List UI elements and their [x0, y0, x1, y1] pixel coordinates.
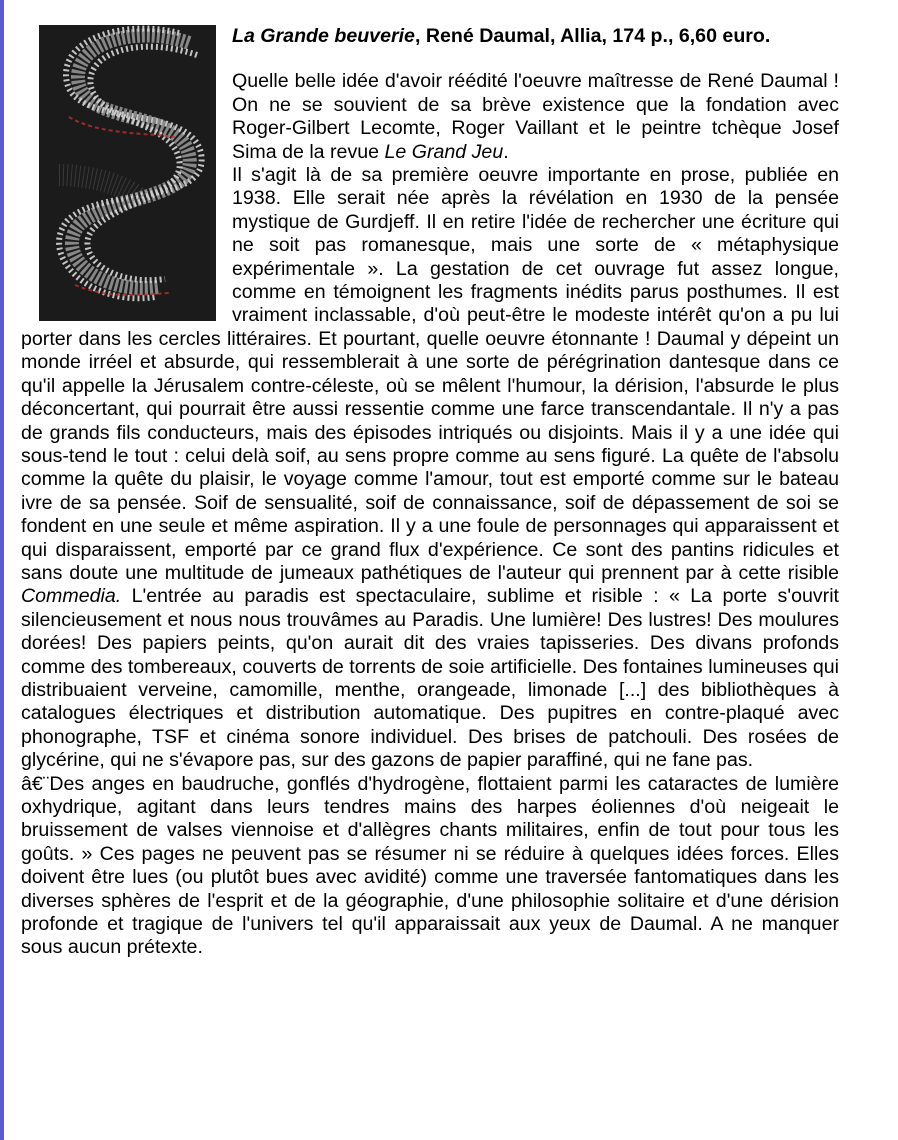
review-text: Il s'agit là de sa première oeuvre importante en prose, publiée en 1938. Elle serait née après la révélation en 1930 de la pensée mystique de Gurdjeff. Il en retire l'idée de rechercher une écriture qui ne soit pas romanesque, mais une sorte de « métaphysique expérimentale ». La gestation de cet ouvrage fut assez longue, comme en témoignent les fragments inédits parus posthumes. Il est vraiment inclassable, d'où peut-être le modeste intérêt qu'on a pu lui porter dans les cercles littéraires. Et pourtant, quelle oeuvre étonnante ! Daumal y dépeint un monde irréel et absurde, qui ressemblerait à une sorte de pérégrination dantesque dans ce qu'il appelle la Jérusalem contre-céleste, où se mêlent l'humour, la dérision, l'absurde le plus déconcertant, qui pourrait être aussi ressentie comme une farce transcendantale. Il n'y a pas de grands fils conducteurs, mais des épisodes intriqués ou disjoints. Mais il y a une idée qui sous-tend le tout : celui delà soif, au sens propre comme au sens figuré. La quête de l'absolu comme la quête du plaisir, le voyage comme l'amour, tout est emporté comme sur le bateau ivre de sa pensée. Soif de sensualité, soif de connaissance, soif de dépassement de soi se fondent en une seule et même aspiration. Il y a une foule de personnages qui apparaissent et qui disparaissent, emporté par ce grand flux d'expérience. Ce sont des pantins ridicules et sans doute une multitude de jumeaux pathétiques de l'auteur qui prennent par à cette risible [21, 164, 839, 584]
book-cover-image [39, 25, 216, 321]
spiral-typography-illustration [39, 25, 216, 321]
review-text: â€¨Des anges en baudruche, gonflés d'hydrogène, flottaient parmi les cataractes de lumière oxhydrique, agitant dans leurs tendres mains des harpes éoliennes d'où neigeait le bruissement de valses viennoise et d'allègres chants militaires, enfin de tout pour tous les goûts. » Ces pages ne peuvent pas se résumer ni se réduire à quelques idées forces. Elles doivent être lues (ou plutôt bues avec avidité) comme une traversée fantomatiques dans les diverses sphères de l'esprit et de la géographie, d'une philosophie solitaire et d'une dérision profonde et tragique de l'univers tel qu'il apparaissait aux yeux de Daumal. A ne manquer sous aucun prétexte. [21, 772, 839, 959]
book-title: La Grande beuverie [232, 25, 415, 47]
left-border-rule [0, 0, 4, 1140]
book-review-article [21, 25, 839, 960]
review-paragraph-conclusion [21, 773, 839, 960]
review-text: L'entrée au paradis est spectaculaire, sublime et risible : « La porte s'ouvrit silencieusement et nous nous trouvâmes au Paradis. Une lumière! Des lustres! Des moulures dorées! Des papiers peints, qu'on aurait dit des vraies tapisseries. Des divans profonds comme des tombereaux, couverts de torrents de soie artificielle. Des fontaines lumineuses qui distribuaient verveine, camomille, menthe, orangeade, limonade [...] des bibliothèques à catalogues électriques et distribution automatique. Des pupitres en contre-plaqué avec phonographe, TSF et cinéma sonore individuel. Des brises de patchouli. Des rosées de glycérine, qui ne s'évapore pas, sur des gazons de papier paraffiné, qui ne fane pas. [21, 585, 839, 772]
italic-reference: Commedia. [21, 585, 122, 608]
journal-title: Le Grand Jeu [384, 140, 504, 163]
book-citation-details: , René Daumal, Allia, 174 p., 6,60 euro. [414, 25, 771, 47]
review-text: Quelle belle idée d'avoir réédité l'oeuvre maîtresse de René Daumal ! On ne se souvient de sa brève existence que la fondation avec Roger-Gilbert Lecomte, Roger Vaillant et le peintre tchèque Josef Sima de la revue [232, 70, 839, 163]
review-text: . [503, 140, 509, 163]
